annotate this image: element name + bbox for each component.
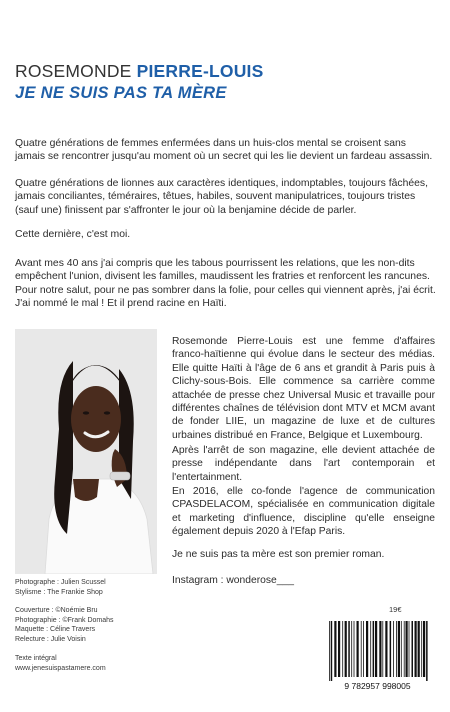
barcode-bar [361,621,362,677]
barcode-bar [418,621,420,677]
barcode-bar [421,621,422,677]
barcode-bar [385,621,387,677]
photography-credit: Photographie : ©Frank Domahs [15,616,114,624]
bio-paragraph-5: Instagram : wonderose___ [172,575,294,586]
author-first-name: ROSEMONDE [15,61,132,81]
barcode-bar [334,621,336,677]
barcode-bar [363,621,364,677]
barcode-bar [393,621,394,677]
book-title: JE NE SUIS PAS TA MÈRE [15,84,227,102]
stylist-credit: Stylisme : The Frankie Shop [15,588,103,596]
proofreading-credit: Relecture : Julie Voisin [15,635,86,643]
barcode-bar [338,621,340,677]
barcode-bar [370,621,371,677]
barcode-bar [426,621,428,681]
barcode-bar [345,621,347,677]
isbn-barcode [320,618,435,693]
barcode-bar [398,621,400,677]
barcode-bar [412,621,414,677]
barcode-bar [351,621,352,677]
photo-credits [15,578,106,597]
barcode-bar [404,621,405,677]
barcode-bar [401,621,402,677]
edition-info [15,654,106,673]
author-photo [15,329,157,574]
barcode-bar [415,621,417,677]
barcode-bar [331,621,333,681]
blurb-paragraph-2: Quatre générations de lionnes aux caractères identiques, indomptables, toujours fâchées, jamais conciliantes, téméraires, têtues, habiles, souvent manipulatrices, toujours tristes (sauf une) finissent par s'affronter le jour où la benjamine décide de parler. [15,178,428,216]
barcode-bar [379,621,381,677]
barcode-bar [382,621,383,677]
barcode-bar [423,621,425,677]
barcode-bar [373,621,375,677]
blurb-paragraph-1: Quatre générations de femmes enfermées dans un huis-clos mental se croisent sans jamais se rencontrer jusqu'au moment où un secret qui les lie devient un fardeau assassin. [15,138,433,163]
barcode-bar [342,621,343,677]
blurb-paragraph-4: Avant mes 40 ans j'ai compris que les tabous pourrissent les relations, que les non-dits empêchent l'union, divisent les familles, maudissent les fratries et renforcent les rancunes. [15,258,430,283]
barcode-bar [357,621,359,677]
barcode-bar [354,621,355,677]
barcode-bar [396,621,397,677]
barcode-bar [329,621,330,681]
cover-credit: Couverture : ©Noémie Bru [15,607,98,614]
bio-paragraph-1: Rosemonde Pierre-Louis est une femme d'affaires franco-haïtienne qui évolue dans le secteur des médias. Elle quitte Haïti à l'âge de 6 ans et grandit à Paris puis à Clichy-sous-Bois. Elle commence sa carrière comme attachée de presse chez Universal Music et travaille pour différentes chaînes de télévision dont MTV et MCM avant de fonder LIIE, un magazine de luxe et de cultures urbaines distribué en France, Belgique et Luxembourg. [172,336,435,441]
bio-paragraph-4: Je ne suis pas ta mère est son premier roman. [172,549,385,560]
barcode-bar [348,621,350,677]
full-text-label: Texte intégral [15,655,57,662]
barcode-bar [409,621,410,677]
author-portrait-illustration [15,329,157,574]
layout-credit: Maquette : Céline Travers [15,626,96,633]
author-last-name: PIERRE-LOUIS [136,61,264,81]
website-link[interactable]: www.jenesuispastamere.com [15,664,106,672]
blurb-paragraph-5: Pour notre salut, pour ne pas sombrer dans la folie, pour celles qui viennent après, j'ai écrit. J'ai nommé le mal ! Et il prend racine en Haïti. [15,285,436,310]
photographer-credit: Photographe : Julien Scussel [15,579,106,586]
price-label: 19€ [389,605,402,614]
barcode-graphic [320,618,435,693]
bio-paragraph-2: Après l'arrêt de son magazine, elle devient attachée de presse indépendante dans l'art contemporain et l'entertainment. [172,445,435,483]
barcode-bar [406,621,408,677]
isbn-number: 9 782957 998005 [344,681,411,691]
barcode-bar [390,621,392,677]
author-name [15,61,263,82]
barcode-bar [366,621,368,677]
barcode-bar [375,621,377,677]
production-credits [15,606,114,644]
bio-paragraph-3: En 2016, elle co-fonde l'agence de communication CPASDELACOM, spécialisée en communication digitale et marketing d'influence, discipline qu'elle enseigne également depuis 2020 à l'Efap Paris. [172,486,435,538]
blurb-paragraph-3: Cette dernière, c'est moi. [15,229,131,240]
